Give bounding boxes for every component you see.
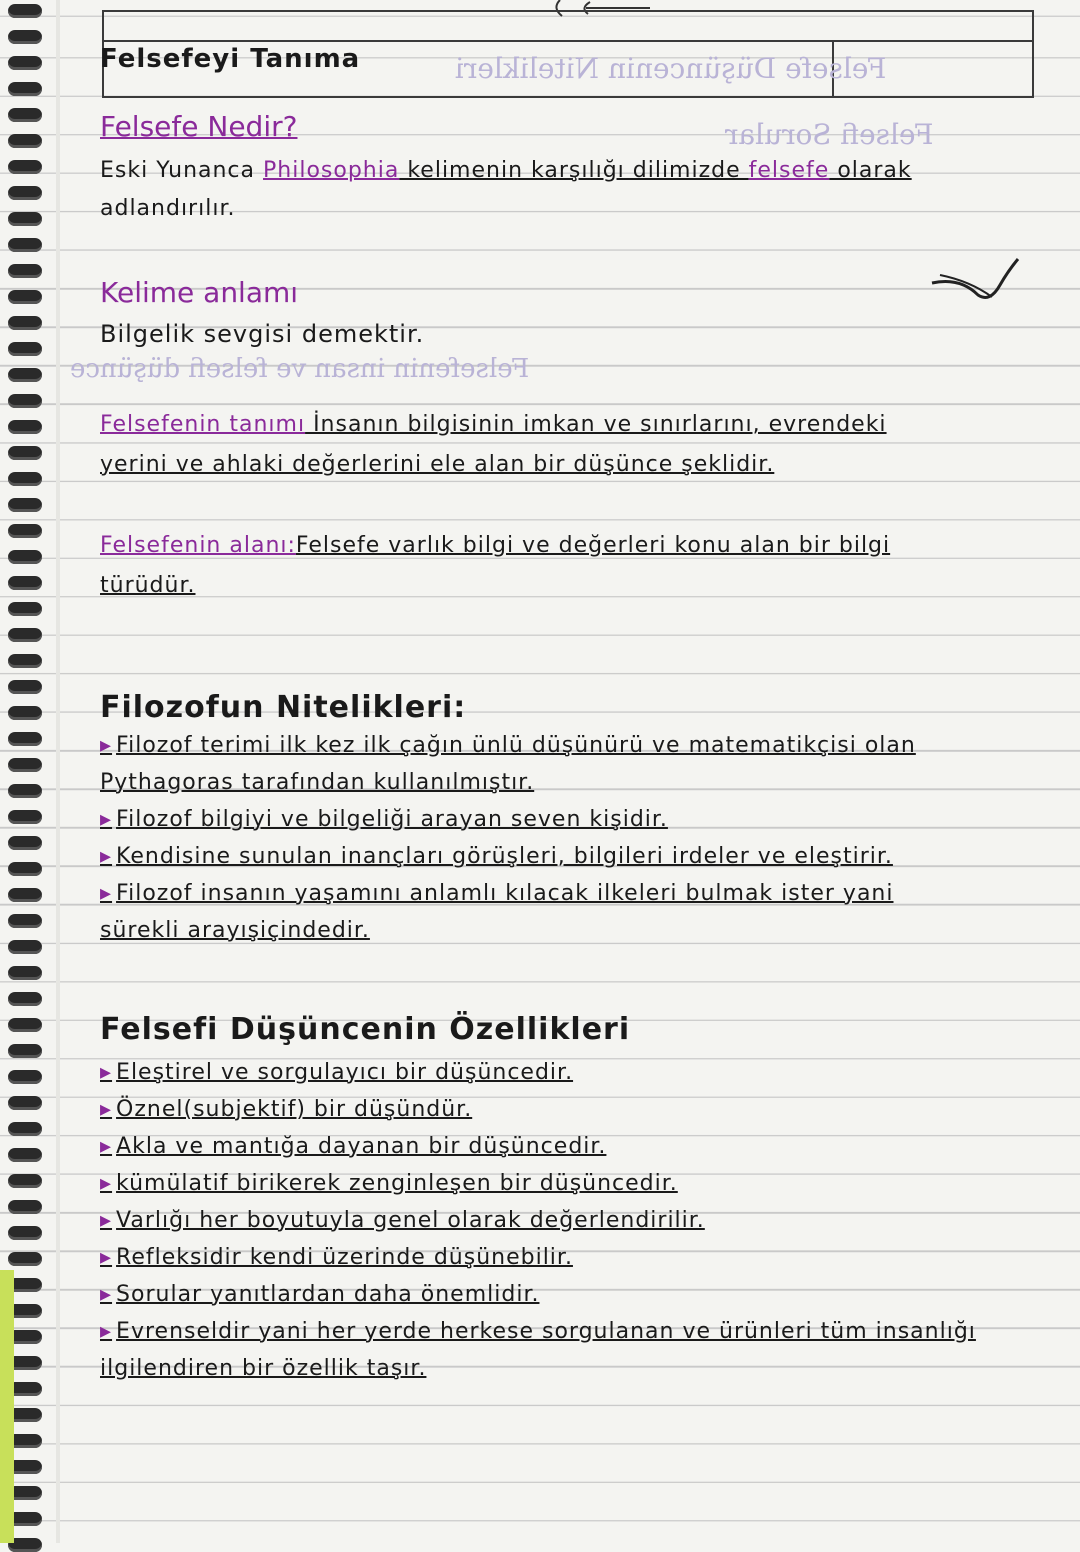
list-item (100, 1097, 472, 1122)
list-item (100, 807, 668, 832)
list-item (100, 1208, 705, 1233)
spiral-ring-icon (8, 680, 42, 694)
list-item-text: Filozof terimi ilk kez ilk çağın ünlü düşünürü ve matematikçisi olan (116, 733, 916, 758)
spiral-ring-icon (8, 836, 42, 850)
list-item (100, 1319, 976, 1344)
spiral-ring-icon (8, 212, 42, 226)
spiral-ring-icon (8, 1018, 42, 1032)
spiral-ring-icon (8, 966, 42, 980)
text-span: İnsanın bilgisinin imkan ve sınırlarını, evrendeki (305, 412, 887, 437)
section-heading-what: Felsefe Nedir? (100, 110, 298, 143)
list-item (100, 770, 534, 795)
bullet-icon: ▸ (100, 1060, 113, 1085)
spiral-ring-icon (8, 940, 42, 954)
list-item (100, 1060, 573, 1085)
paragraph-line (100, 533, 890, 558)
text-span: Eski Yunanca (100, 158, 264, 183)
spiral-ring-icon (8, 498, 42, 512)
highlight-term: Felsefenin alanı: (100, 533, 296, 558)
list-item (100, 1245, 573, 1270)
spiral-ring-icon (8, 108, 42, 122)
list-item-text: Refleksidir kendi üzerinde düşünebilir. (116, 1245, 573, 1270)
spiral-ring-icon (8, 888, 42, 902)
section-heading-word: Kelime anlamı (100, 276, 299, 309)
list-item-text: Akla ve mantığa dayanan bir düşüncedir. (116, 1134, 607, 1159)
spiral-ring-icon (8, 1226, 42, 1240)
bullet-icon: ▸ (100, 1282, 113, 1307)
spiral-ring-icon (8, 602, 42, 616)
spiral-ring-icon (8, 1174, 42, 1188)
bullet-icon: ▸ (100, 881, 113, 906)
spiral-ring-icon (8, 1200, 42, 1214)
spiral-ring-icon (8, 1148, 42, 1162)
bullet-icon: ▸ (100, 1319, 113, 1344)
page-title: Felsefeyi Tanıma (100, 44, 361, 74)
spiral-ring-icon (8, 4, 42, 18)
spiral-ring-icon (8, 810, 42, 824)
paragraph-line (100, 412, 887, 437)
list-item-text: Evrenseldir yani her yerde herkese sorgulanan ve ürünleri tüm insanlığı (116, 1319, 976, 1344)
spiral-ring-icon (8, 732, 42, 746)
spiral-ring-icon (8, 342, 42, 356)
bullet-icon: ▸ (100, 1245, 113, 1270)
list-item-text: Pythagoras tarafından kullanılmıştır. (100, 770, 535, 795)
bullet-icon: ▸ (100, 807, 113, 832)
header-divider-line (104, 40, 1032, 42)
bullet-icon: ▸ (100, 844, 113, 869)
spiral-ring-icon (8, 1070, 42, 1084)
bullet-icon: ▸ (100, 1097, 113, 1122)
paragraph-line: Bilgelik sevgisi demektir. (100, 320, 425, 348)
spiral-ring-icon (8, 82, 42, 96)
spiral-ring-icon (8, 290, 42, 304)
spiral-ring-icon (8, 914, 42, 928)
spiral-ring-icon (8, 550, 42, 564)
list-item (100, 1282, 539, 1307)
list-item (100, 881, 894, 906)
list-item (100, 733, 916, 758)
paragraph-line: türüdür. (100, 573, 196, 598)
spiral-ring-icon (8, 316, 42, 330)
cover-edge (0, 1270, 14, 1543)
spiral-ring-icon (8, 186, 42, 200)
highlight-term: felsefe (748, 158, 830, 183)
list-item-text: kümülatif birikerek zenginleşen bir düşüncedir. (116, 1171, 678, 1196)
bullet-icon: ▸ (100, 1134, 113, 1159)
bullet-icon: ▸ (100, 1171, 113, 1196)
list-item-text: Eleştirel ve sorgulayıcı bir düşüncedir. (116, 1060, 574, 1085)
spiral-ring-icon (8, 1044, 42, 1058)
spiral-ring-icon (8, 56, 42, 70)
text-span: olarak (829, 158, 912, 183)
list-item-text: Filozof insanın yaşamını anlamlı kılacak ilkeleri bulmak ister yani (116, 881, 894, 906)
spiral-ring-icon (8, 446, 42, 460)
spiral-ring-icon (8, 784, 42, 798)
list-item-text: Varlığı her boyutuyla genel olarak değerlendirilir. (116, 1208, 705, 1233)
highlight-term: Philosophia (263, 158, 400, 183)
spiral-ring-icon (8, 654, 42, 668)
page-edge (56, 0, 60, 1543)
section-heading-philosopher: Filozofun Nitelikleri: (100, 690, 467, 725)
list-item (100, 1171, 678, 1196)
bleed-through-text: Felsefi Sorular (725, 118, 934, 151)
list-item (100, 1134, 606, 1159)
spiral-ring-icon (8, 576, 42, 590)
list-item-text: Öznel(subjektif) bir düşündür. (116, 1097, 473, 1122)
spiral-ring-icon (8, 1252, 42, 1266)
highlight-term: Felsefenin tanımı (100, 412, 306, 437)
spiral-ring-icon (8, 238, 42, 252)
list-item-text: Kendisine sunulan inançları görüşleri, bilgileri irdeler ve eleştirir. (116, 844, 893, 869)
list-item-text: sürekli arayışiçindedir. (100, 918, 370, 943)
list-item-text: Filozof bilgiyi ve bilgeliği arayan seven kişidir. (116, 807, 668, 832)
spiral-ring-icon (8, 1096, 42, 1110)
section-heading-features: Felsefi Düşüncenin Özellikleri (100, 1012, 631, 1047)
spiral-ring-icon (8, 160, 42, 174)
spiral-ring-icon (8, 134, 42, 148)
paragraph-line: adlandırılır. (100, 196, 236, 221)
list-item-text: Sorular yanıtlardan daha önemlidir. (116, 1282, 540, 1307)
list-item-text: ilgilendiren bir özellik taşır. (100, 1356, 427, 1381)
spiral-ring-icon (8, 394, 42, 408)
spiral-ring-icon (8, 524, 42, 538)
text-span: kelimenin karşılığı dilimizde (399, 158, 749, 183)
spiral-ring-icon (8, 706, 42, 720)
bleed-through-text: Felsefenin insan ve felsefi düşünce (70, 354, 530, 384)
paragraph-line: yerini ve ahlaki değerlerini ele alan bir düşünce şeklidir. (100, 452, 775, 477)
spiral-ring-icon (8, 420, 42, 434)
bullet-icon: ▸ (100, 1208, 113, 1233)
bleed-through-text: Felsefe Düşüncenin Nitelikleri (455, 52, 887, 85)
spiral-ring-icon (8, 472, 42, 486)
check-mark-icon (930, 255, 1020, 305)
list-item (100, 1356, 426, 1381)
paragraph-line (100, 158, 912, 183)
spiral-ring-icon (8, 992, 42, 1006)
list-item (100, 844, 893, 869)
spiral-ring-icon (8, 862, 42, 876)
bullet-icon: ▸ (100, 733, 113, 758)
spiral-ring-icon (8, 628, 42, 642)
spiral-ring-icon (8, 758, 42, 772)
list-item (100, 918, 370, 943)
spiral-ring-icon (8, 368, 42, 382)
spiral-ring-icon (8, 1122, 42, 1136)
spiral-ring-icon (8, 30, 42, 44)
spiral-ring-icon (8, 264, 42, 278)
text-span: Felsefe varlık bilgi ve değerleri konu alan bir bilgi (295, 533, 891, 558)
